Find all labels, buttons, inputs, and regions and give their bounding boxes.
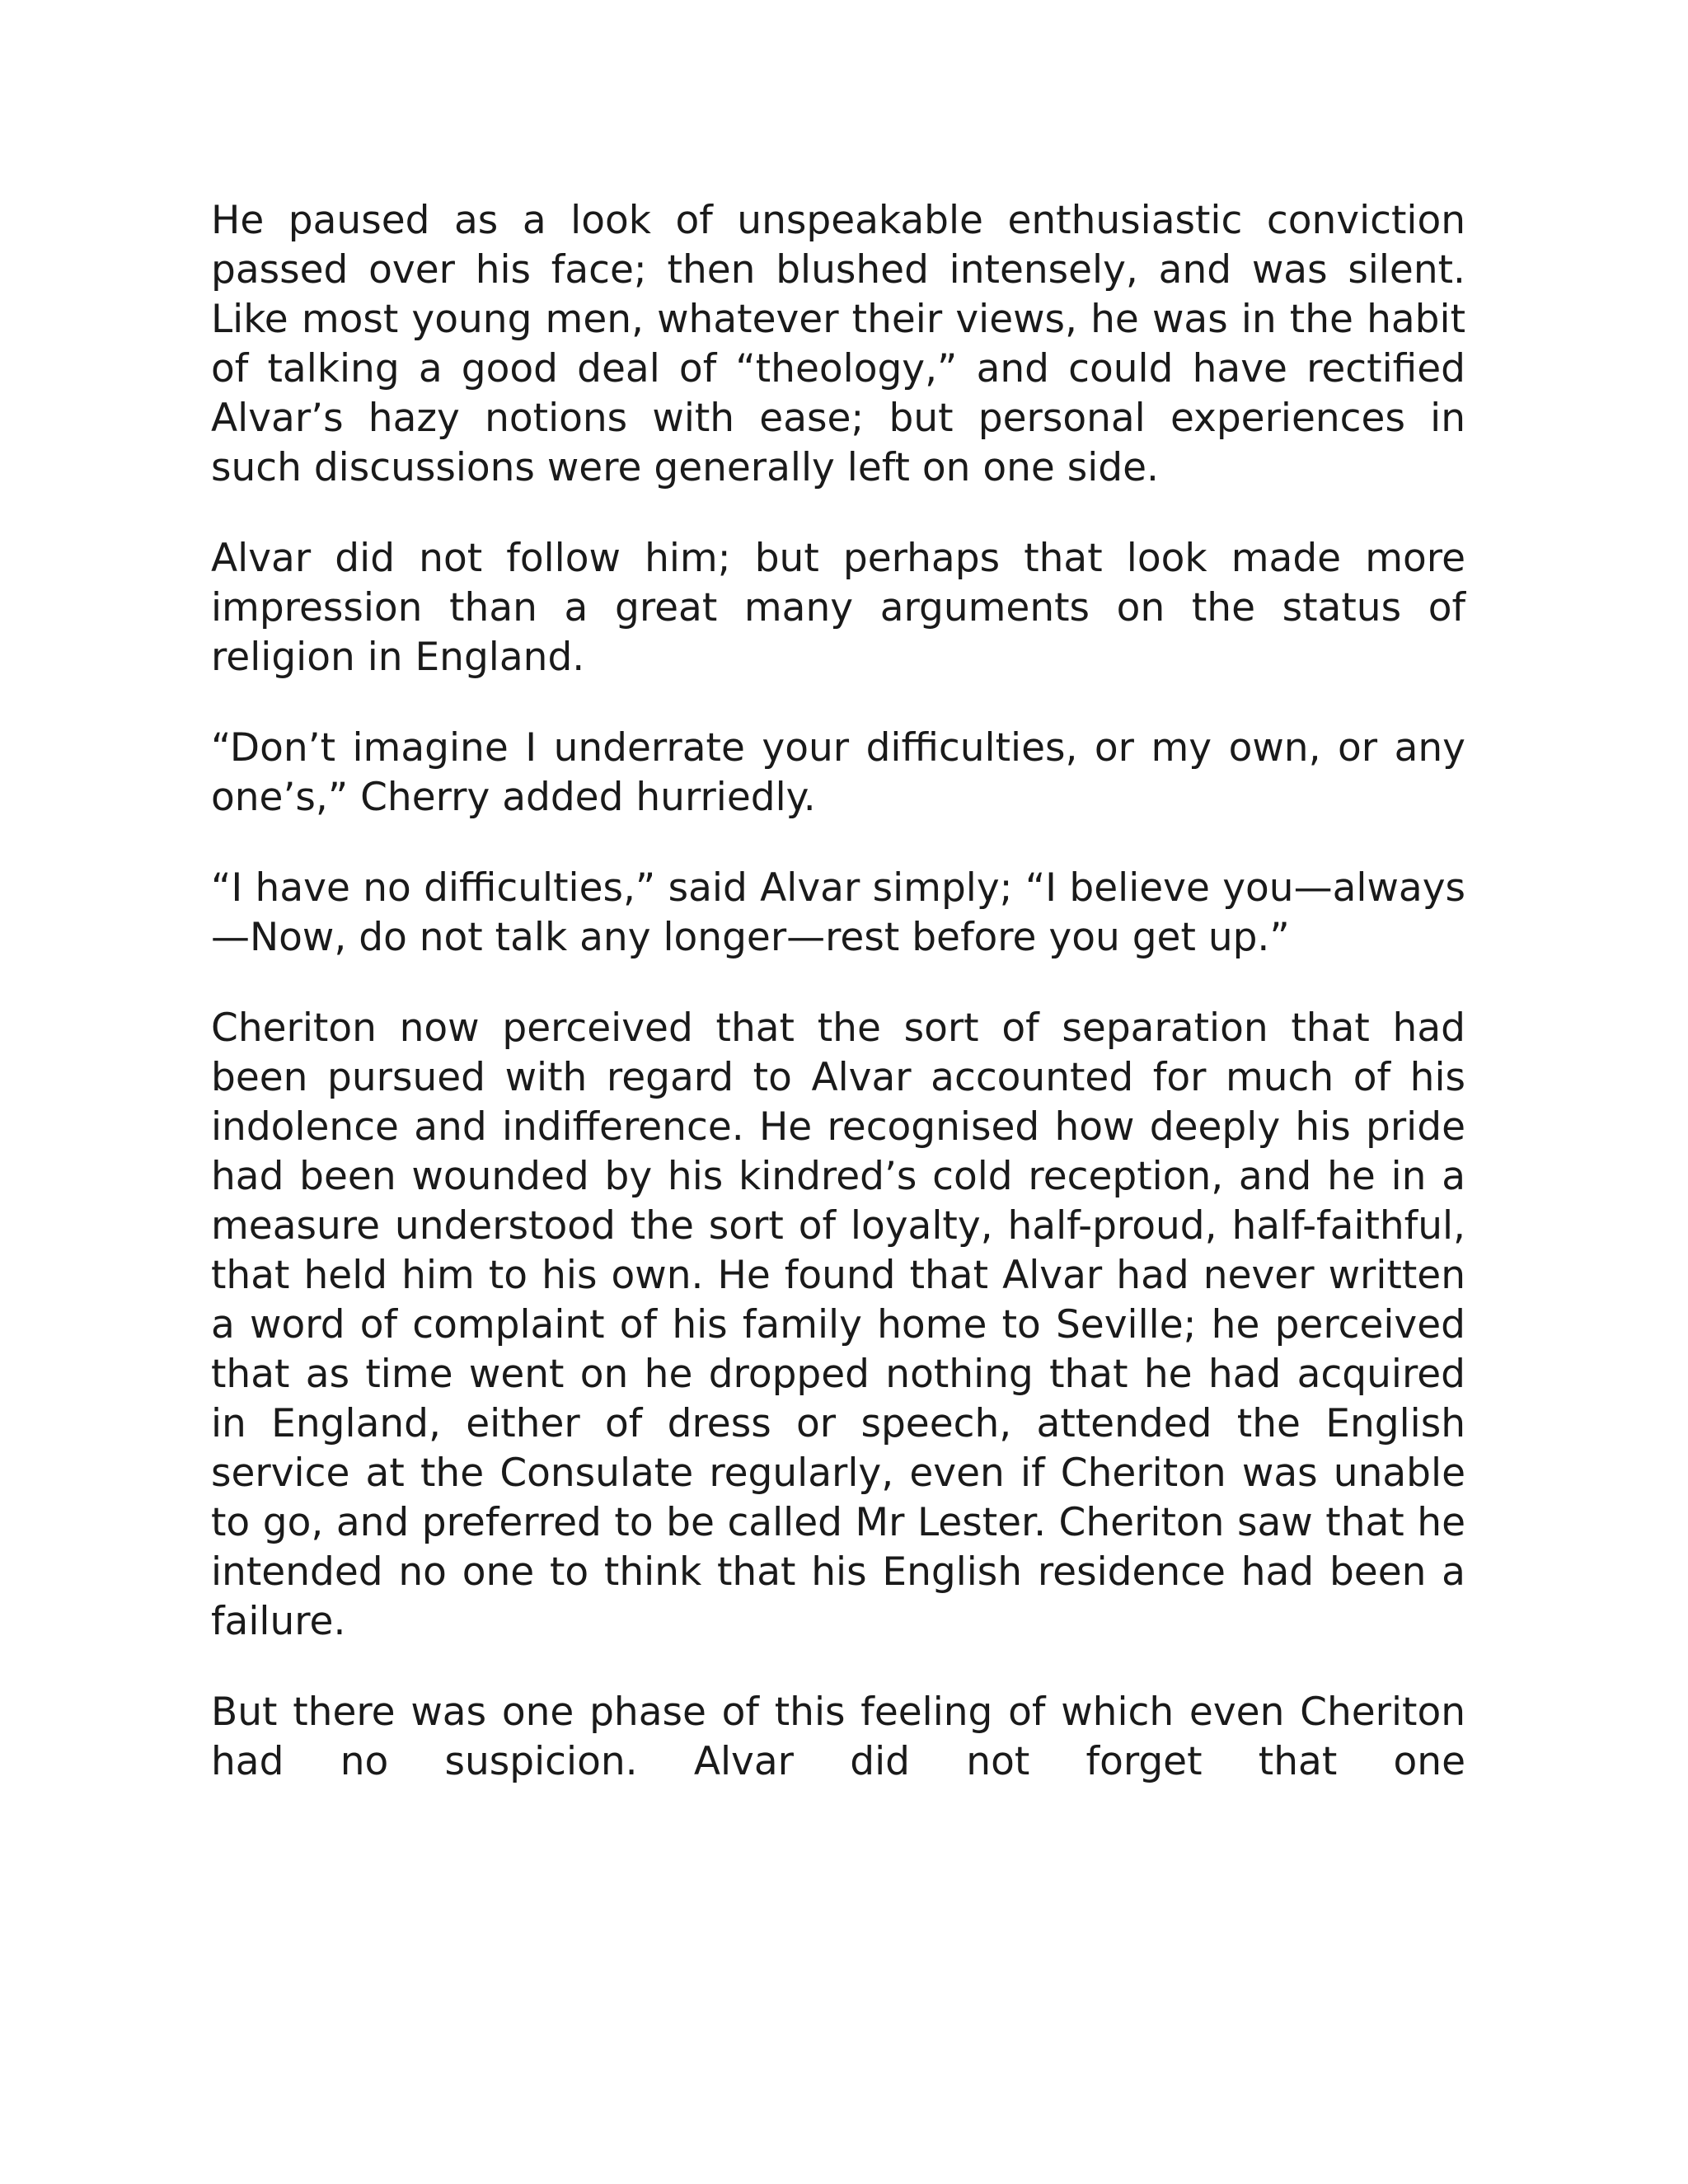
- body-text: [211, 196, 1465, 1787]
- paragraph: He paused as a look of unspeakable enthusiastic conviction passed over his face; then blushed intensely, and was silent. Like most young men, whatever their views, he was in the habit of talking a good deal of “theology,” and could have rectified Alvar’s hazy notions with ease; but personal experiences in such discussions were generally left on one side.: [211, 198, 1465, 490]
- paragraph: Cheriton now perceived that the sort of separation that had been pursued with regard to Alvar accounted for much of his indolence and indifference. He recognised how deeply his pride had been wounded by his kindred’s cold reception, and he in a measure understood the sort of loyalty, half-proud, half-faithful, that held him to his own. He found that Alvar had never written a word of complaint of his family home to Seville; he perceived that as time went on he dropped nothing that he had acquired in England, either of dress or speech, attended the English service at the Consulate regularly, even if Cheriton was unable to go, and preferred to be called Mr Lester. Cheriton saw that he intended no one to think that his English residence had been a failure.: [211, 1005, 1465, 1644]
- paragraph: “Don’t imagine I underrate your difficulties, or my own, or any one’s,” Cherry added hurriedly.: [211, 725, 1465, 820]
- paragraph: Alvar did not follow him; but perhaps that look made more impression than a great many arguments on the status of religion in England.: [211, 536, 1465, 680]
- paragraph: “I have no difficulties,” said Alvar simply; “I believe you—always—Now, do not talk any longer—rest before you get up.”: [211, 865, 1465, 960]
- paragraph: But there was one phase of this feeling of which even Cheriton had no suspicion. Alvar did not forget that one: [211, 1690, 1465, 1784]
